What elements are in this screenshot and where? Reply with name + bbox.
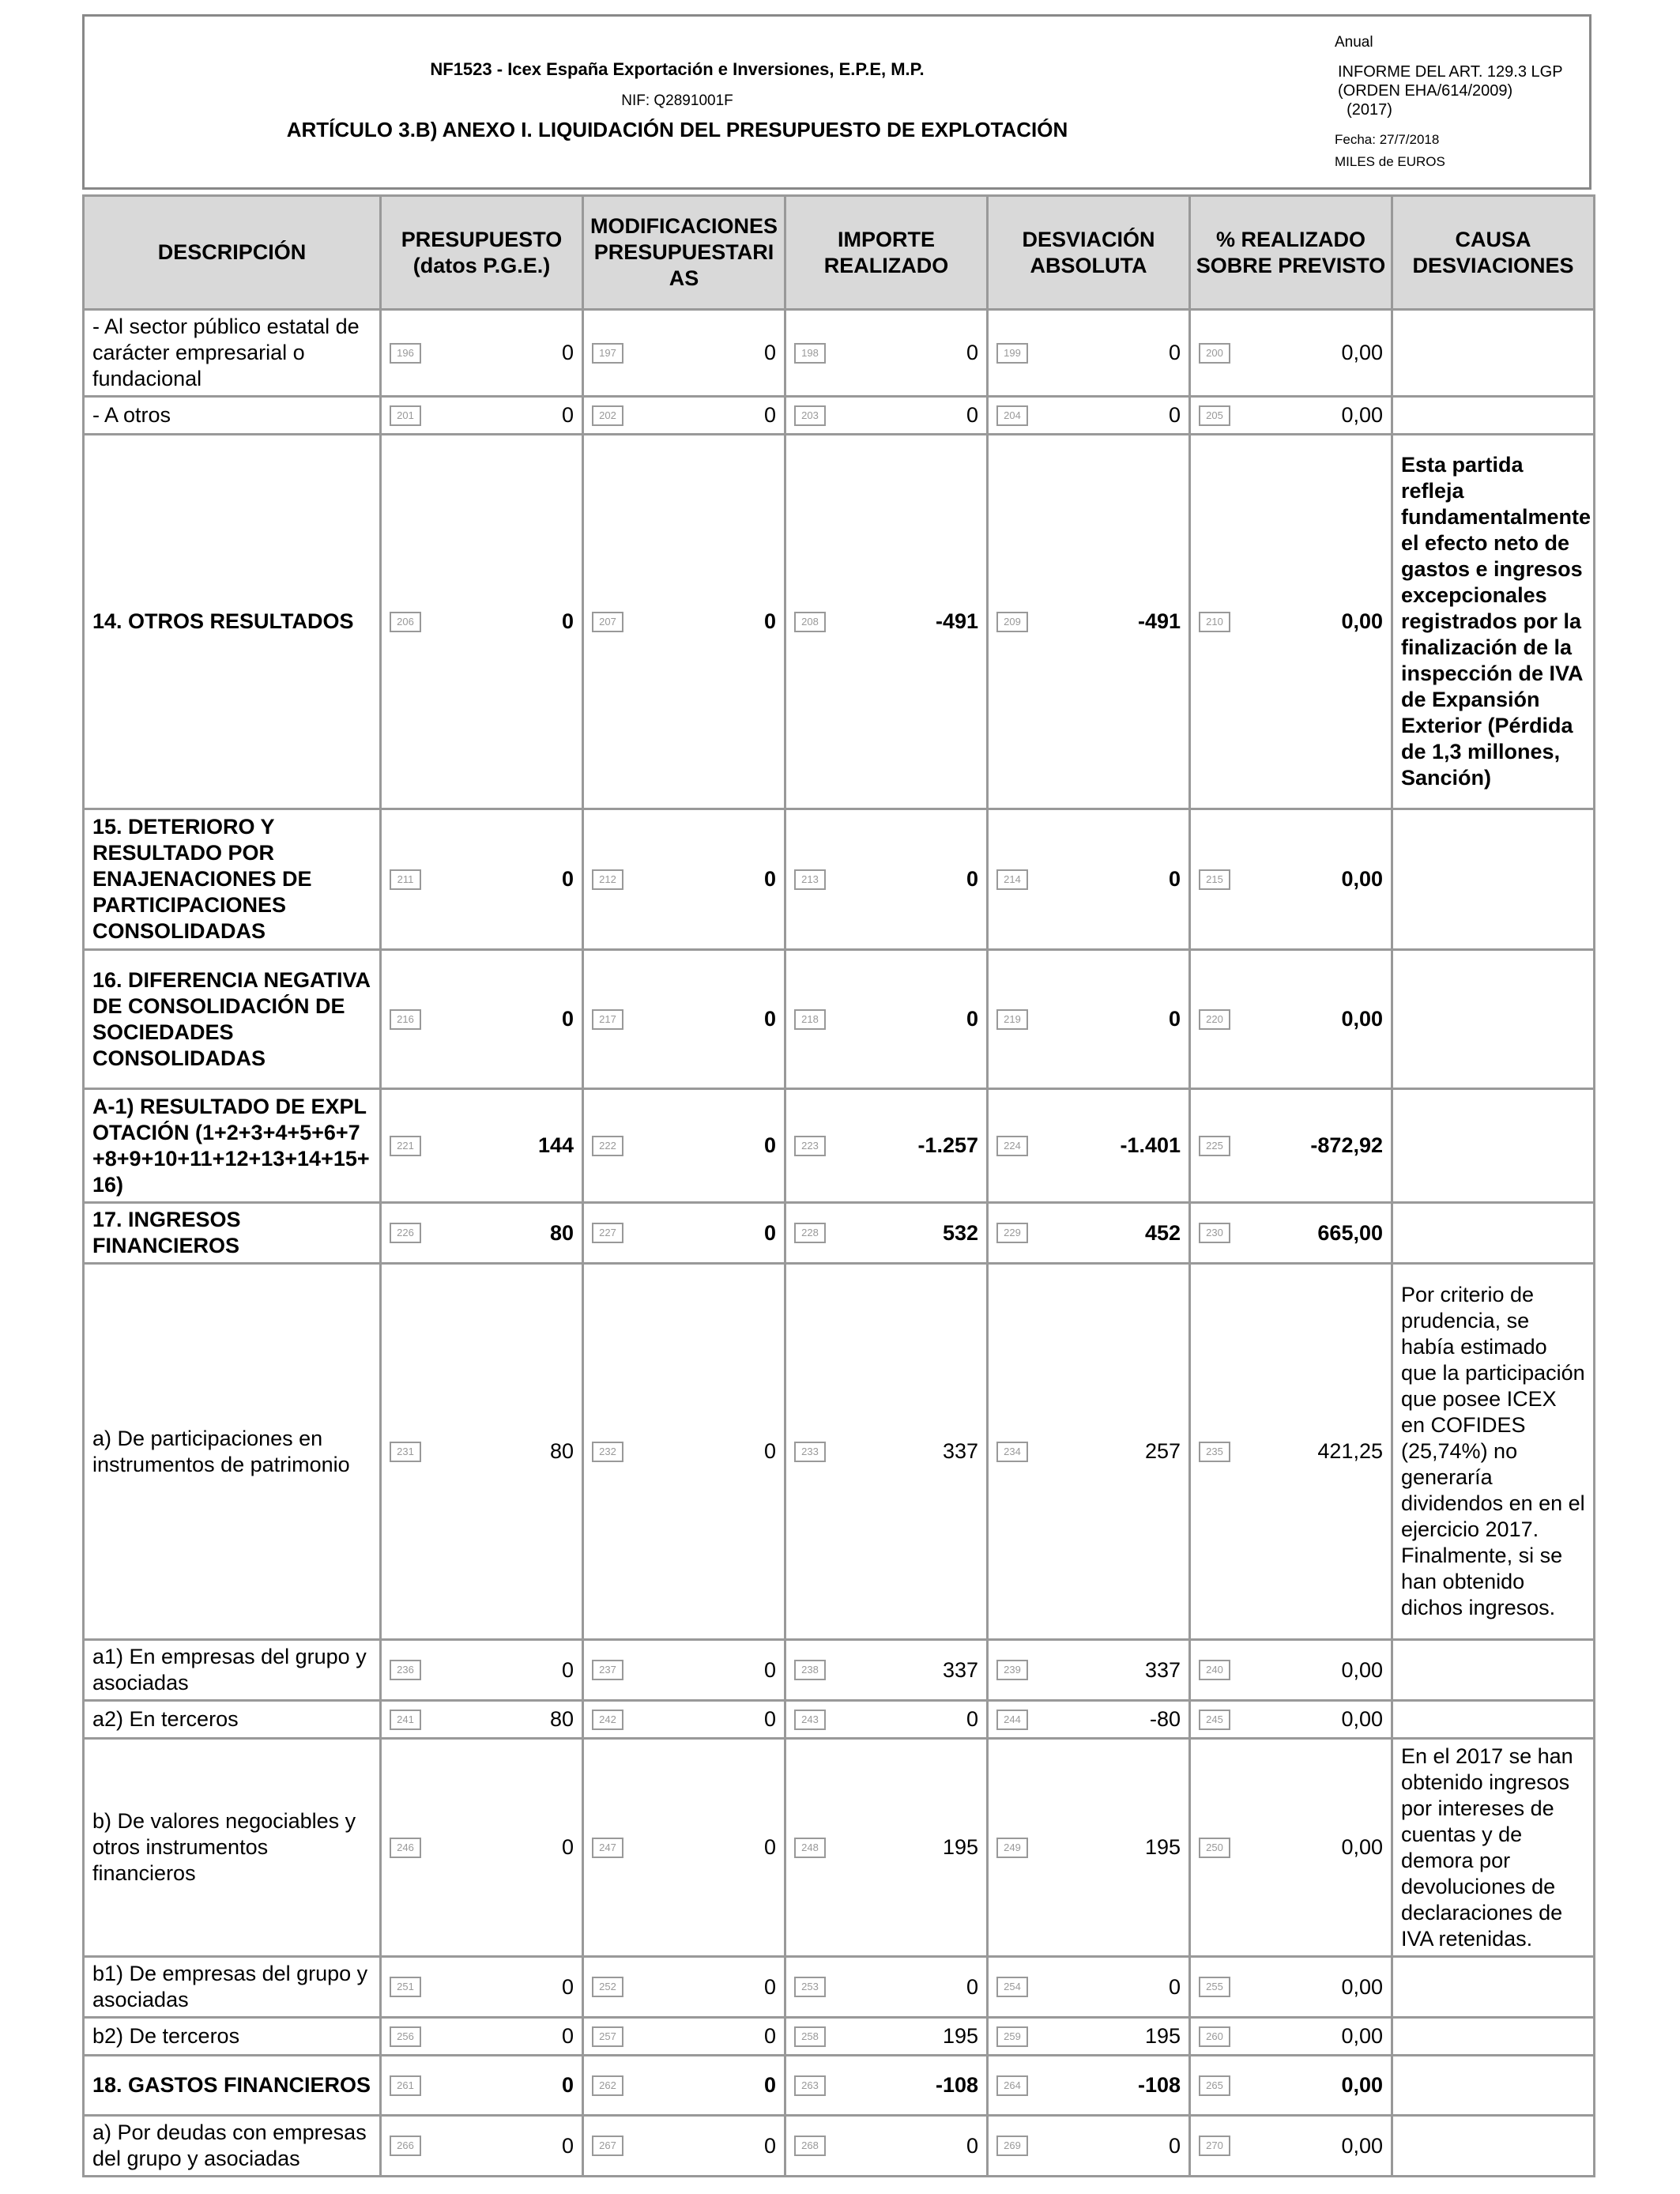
value-cell bbox=[381, 1739, 583, 1957]
row-description: b1) De empresas del grupo y asociadas bbox=[84, 1957, 381, 2018]
period-label: Anual bbox=[1335, 34, 1373, 51]
table-row bbox=[84, 435, 1595, 809]
row-description: a1) En empresas del grupo y asociadas bbox=[84, 1640, 381, 1701]
cell-value: 0 bbox=[1168, 341, 1181, 364]
field-code: 234 bbox=[996, 1442, 1028, 1462]
cause-cell bbox=[1392, 1640, 1595, 1701]
cell-value: 144 bbox=[537, 1133, 574, 1157]
cell-value: 80 bbox=[549, 1439, 574, 1463]
cell-value: 0 bbox=[763, 1657, 776, 1682]
cell-value: 0 bbox=[966, 1974, 978, 1999]
value-cell bbox=[785, 1957, 988, 2018]
field-code: 235 bbox=[1199, 1442, 1230, 1462]
value-cell bbox=[988, 435, 1190, 809]
cell-value: 0,00 bbox=[1341, 2133, 1383, 2158]
cell-value: 421,25 bbox=[1317, 1439, 1383, 1463]
row-description: 15. DETERIORO Y RESULTADO POR ENAJENACIONES DE PARTICIPACIONES CONSOLIDADAS bbox=[84, 809, 381, 950]
cell-value: 0,00 bbox=[1341, 1835, 1383, 1859]
field-code: 248 bbox=[794, 1838, 826, 1858]
cell-value: 0 bbox=[763, 609, 776, 633]
value-cell bbox=[583, 435, 785, 809]
value-cell bbox=[583, 1701, 785, 1739]
row-description: 14. OTROS RESULTADOS bbox=[84, 435, 381, 809]
value-cell bbox=[988, 1739, 1190, 1957]
value-cell bbox=[1190, 1739, 1392, 1957]
cell-value: 0 bbox=[1168, 867, 1181, 891]
value-cell bbox=[1190, 950, 1392, 1089]
field-code: 257 bbox=[592, 2026, 623, 2047]
cause-cell bbox=[1392, 950, 1595, 1089]
field-code: 208 bbox=[794, 612, 826, 632]
value-cell bbox=[988, 1264, 1190, 1640]
field-code: 215 bbox=[1199, 869, 1230, 890]
field-code: 259 bbox=[996, 2026, 1028, 2047]
cause-cell bbox=[1392, 2018, 1595, 2056]
cell-value: 0 bbox=[763, 1439, 776, 1463]
field-code: 200 bbox=[1199, 343, 1230, 364]
value-cell bbox=[583, 397, 785, 435]
field-code: 221 bbox=[390, 1136, 421, 1156]
value-cell bbox=[785, 397, 988, 435]
report-title: ARTÍCULO 3.B) ANEXO I. LIQUIDACIÓN DEL PRESUPUESTO DE EXPLOTACIÓN bbox=[286, 118, 1068, 141]
field-code: 207 bbox=[592, 612, 623, 632]
row-description: a2) En terceros bbox=[84, 1701, 381, 1739]
table-header-row bbox=[84, 196, 1595, 310]
cell-value: 0 bbox=[561, 1007, 574, 1031]
row-description: 17. INGRESOS FINANCIEROS bbox=[84, 1203, 381, 1264]
field-code: 214 bbox=[996, 869, 1028, 890]
cell-value: 532 bbox=[942, 1220, 978, 1245]
table-row bbox=[84, 397, 1595, 435]
field-code: 227 bbox=[592, 1223, 623, 1243]
cell-value: 0 bbox=[966, 1707, 978, 1731]
cause-cell bbox=[1392, 1089, 1595, 1203]
value-cell bbox=[1190, 1957, 1392, 2018]
cell-value: 0 bbox=[763, 2133, 776, 2158]
cell-value: 0 bbox=[763, 341, 776, 364]
value-cell bbox=[583, 1203, 785, 1264]
table-row bbox=[84, 809, 1595, 950]
value-cell bbox=[785, 1739, 988, 1957]
field-code: 258 bbox=[794, 2026, 826, 2047]
field-code: 251 bbox=[390, 1977, 421, 1997]
value-cell bbox=[785, 809, 988, 950]
cell-value: 0 bbox=[763, 1220, 776, 1245]
cause-cell bbox=[1392, 2056, 1595, 2116]
field-code: 233 bbox=[794, 1442, 826, 1462]
cell-value: 0 bbox=[763, 2024, 776, 2048]
field-code: 254 bbox=[996, 1977, 1028, 1997]
value-cell bbox=[785, 1640, 988, 1701]
field-code: 211 bbox=[390, 869, 421, 890]
value-cell bbox=[1190, 809, 1392, 950]
field-code: 240 bbox=[1199, 1660, 1230, 1680]
row-description: - A otros bbox=[84, 397, 381, 435]
table-row bbox=[84, 310, 1595, 397]
field-code: 262 bbox=[592, 2075, 623, 2096]
col-header-presupuesto: PRESUPUESTO (datos P.G.E.) bbox=[381, 196, 583, 310]
value-cell bbox=[381, 1264, 583, 1640]
cell-value: 195 bbox=[942, 2024, 978, 2048]
field-code: 225 bbox=[1199, 1136, 1230, 1156]
field-code: 201 bbox=[390, 405, 421, 426]
field-code: 260 bbox=[1199, 2026, 1230, 2047]
cell-value: 80 bbox=[549, 1220, 574, 1245]
value-cell bbox=[988, 1640, 1190, 1701]
cell-value: 0 bbox=[561, 1974, 574, 1999]
field-code: 250 bbox=[1199, 1838, 1230, 1858]
cell-value: 0 bbox=[763, 2073, 776, 2097]
value-cell bbox=[1190, 2116, 1392, 2177]
field-code: 229 bbox=[996, 1223, 1028, 1243]
value-cell bbox=[785, 2018, 988, 2056]
field-code: 220 bbox=[1199, 1009, 1230, 1030]
value-cell bbox=[1190, 1701, 1392, 1739]
value-cell bbox=[785, 950, 988, 1089]
cell-value: 195 bbox=[942, 1835, 978, 1859]
table-row bbox=[84, 1264, 1595, 1640]
cell-value: 80 bbox=[549, 1707, 574, 1731]
field-code: 219 bbox=[996, 1009, 1028, 1030]
col-header-causa: CAUSA DESVIACIONES bbox=[1392, 196, 1595, 310]
field-code: 236 bbox=[390, 1660, 421, 1680]
field-code: 231 bbox=[390, 1442, 421, 1462]
field-code: 265 bbox=[1199, 2075, 1230, 2096]
cell-value: 0 bbox=[966, 403, 978, 427]
value-cell bbox=[988, 1701, 1190, 1739]
field-code: 244 bbox=[996, 1710, 1028, 1730]
row-description: a) Por deudas con empresas del grupo y asociadas bbox=[84, 2116, 381, 2177]
value-cell bbox=[1190, 435, 1392, 809]
field-code: 266 bbox=[390, 2136, 421, 2156]
cell-value: 195 bbox=[1144, 1835, 1181, 1859]
field-code: 238 bbox=[794, 1660, 826, 1680]
field-code: 261 bbox=[390, 2075, 421, 2096]
value-cell bbox=[785, 1089, 988, 1203]
field-code: 210 bbox=[1199, 612, 1230, 632]
cell-value: -1.257 bbox=[917, 1133, 978, 1157]
row-description: A-1) RESULTADO DE EXPLOTACIÓN (1+2+3+4+5+6+7+8+9+10+11+12+13+14+15+16) bbox=[84, 1089, 381, 1203]
field-code: 222 bbox=[592, 1136, 623, 1156]
value-cell bbox=[1190, 1203, 1392, 1264]
cell-value: -80 bbox=[1149, 1707, 1181, 1731]
value-cell bbox=[1190, 2056, 1392, 2116]
cell-value: -108 bbox=[1137, 2073, 1181, 2097]
cause-cell bbox=[1392, 310, 1595, 397]
cell-value: 0 bbox=[763, 1007, 776, 1031]
row-description: 16. DIFERENCIA NEGATIVA DE CONSOLIDACIÓN DE SOCIEDADES CONSOLIDADAS bbox=[84, 950, 381, 1089]
cell-value: 0 bbox=[561, 403, 574, 427]
field-code: 209 bbox=[996, 612, 1028, 632]
cell-value: 0 bbox=[966, 1007, 978, 1031]
value-cell bbox=[988, 2056, 1190, 2116]
value-cell bbox=[381, 809, 583, 950]
col-header-descripcion: DESCRIPCIÓN bbox=[84, 196, 381, 310]
row-description: - Al sector público estatal de carácter empresarial o fundacional bbox=[84, 310, 381, 397]
cause-cell bbox=[1392, 2116, 1595, 2177]
cell-value: 0,00 bbox=[1341, 403, 1383, 427]
cell-value: 0 bbox=[763, 1835, 776, 1859]
field-code: 264 bbox=[996, 2075, 1028, 2096]
cell-value: 0,00 bbox=[1341, 1974, 1383, 1999]
value-cell bbox=[583, 1739, 785, 1957]
cell-value: 452 bbox=[1144, 1220, 1181, 1245]
value-cell bbox=[785, 1701, 988, 1739]
field-code: 218 bbox=[794, 1009, 826, 1030]
value-cell bbox=[988, 1089, 1190, 1203]
value-cell bbox=[583, 310, 785, 397]
value-cell bbox=[381, 2116, 583, 2177]
field-code: 206 bbox=[390, 612, 421, 632]
value-cell bbox=[988, 397, 1190, 435]
value-cell bbox=[583, 1640, 785, 1701]
value-cell bbox=[1190, 1089, 1392, 1203]
cell-value: 0 bbox=[966, 341, 978, 364]
cell-value: 0 bbox=[1168, 1974, 1181, 1999]
value-cell bbox=[988, 2018, 1190, 2056]
value-cell bbox=[381, 2056, 583, 2116]
value-cell bbox=[381, 310, 583, 397]
cell-value: 0 bbox=[763, 403, 776, 427]
field-code: 203 bbox=[794, 405, 826, 426]
entity-name: NF1523 - Icex España Exportación e Inversiones, E.P.E, M.P. bbox=[430, 59, 925, 79]
cell-value: 0 bbox=[763, 1974, 776, 1999]
value-cell bbox=[583, 1264, 785, 1640]
field-code: 223 bbox=[794, 1136, 826, 1156]
table-row bbox=[84, 950, 1595, 1089]
cell-value: 0,00 bbox=[1341, 2024, 1383, 2048]
value-cell bbox=[1190, 2018, 1392, 2056]
col-header-desviacion: DESVIACIÓN ABSOLUTA bbox=[988, 196, 1190, 310]
value-cell bbox=[583, 2116, 785, 2177]
value-cell bbox=[988, 809, 1190, 950]
value-cell bbox=[785, 2056, 988, 2116]
value-cell bbox=[988, 310, 1190, 397]
report-date: Fecha: 27/7/2018 bbox=[1335, 132, 1440, 147]
col-header-porcentaje: % REALIZADO SOBRE PREVISTO bbox=[1190, 196, 1392, 310]
cell-value: 0 bbox=[763, 1707, 776, 1731]
value-cell bbox=[381, 2018, 583, 2056]
cell-value: 0,00 bbox=[1341, 867, 1383, 891]
cause-cell bbox=[1392, 397, 1595, 435]
value-cell bbox=[381, 1089, 583, 1203]
value-cell bbox=[583, 1957, 785, 2018]
cell-value: -1.401 bbox=[1120, 1133, 1181, 1157]
currency-unit: MILES de EUROS bbox=[1335, 154, 1445, 169]
cell-value: 0 bbox=[763, 1133, 776, 1157]
table-row bbox=[84, 1089, 1595, 1203]
value-cell bbox=[381, 1640, 583, 1701]
table-row bbox=[84, 2116, 1595, 2177]
value-cell bbox=[1190, 310, 1392, 397]
field-code: 247 bbox=[592, 1838, 623, 1858]
field-code: 202 bbox=[592, 405, 623, 426]
field-code: 253 bbox=[794, 1977, 826, 1997]
cause-cell: En el 2017 se han obtenido ingresos por intereses de cuentas y de demora por devoluciones de declaraciones de IVA retenidas. bbox=[1392, 1739, 1595, 1957]
field-code: 213 bbox=[794, 869, 826, 890]
field-code: 252 bbox=[592, 1977, 623, 1997]
cell-value: 0 bbox=[561, 1835, 574, 1859]
report-header bbox=[82, 14, 1591, 190]
table-row bbox=[84, 1739, 1595, 1957]
field-code: 241 bbox=[390, 1710, 421, 1730]
value-cell bbox=[785, 1203, 988, 1264]
cell-value: -872,92 bbox=[1310, 1133, 1383, 1157]
cell-value: 0,00 bbox=[1341, 1007, 1383, 1031]
informe-reference: INFORME DEL ART. 129.3 LGP (ORDEN EHA/614/2009) (2017) bbox=[1338, 63, 1563, 119]
cell-value: 257 bbox=[1144, 1439, 1181, 1463]
field-code: 230 bbox=[1199, 1223, 1230, 1243]
field-code: 198 bbox=[794, 343, 826, 364]
cell-value: 337 bbox=[942, 1439, 978, 1463]
field-code: 212 bbox=[592, 869, 623, 890]
cell-value: 0,00 bbox=[1341, 2073, 1383, 2097]
value-cell bbox=[583, 809, 785, 950]
cell-value: 0 bbox=[561, 2024, 574, 2048]
value-cell bbox=[381, 435, 583, 809]
table-row bbox=[84, 1957, 1595, 2018]
value-cell bbox=[988, 2116, 1190, 2177]
field-code: 224 bbox=[996, 1136, 1028, 1156]
value-cell bbox=[583, 2018, 785, 2056]
field-code: 205 bbox=[1199, 405, 1230, 426]
value-cell bbox=[988, 1957, 1190, 2018]
field-code: 243 bbox=[794, 1710, 826, 1730]
cause-cell bbox=[1392, 1957, 1595, 2018]
table-row bbox=[84, 2018, 1595, 2056]
cell-value: 0,00 bbox=[1341, 609, 1383, 633]
field-code: 255 bbox=[1199, 1977, 1230, 1997]
value-cell bbox=[785, 435, 988, 809]
budget-table bbox=[82, 194, 1595, 2177]
field-code: 267 bbox=[592, 2136, 623, 2156]
cell-value: 0 bbox=[966, 867, 978, 891]
row-description: a) De participaciones en instrumentos de patrimonio bbox=[84, 1264, 381, 1640]
cell-value: 337 bbox=[942, 1657, 978, 1682]
value-cell bbox=[785, 2116, 988, 2177]
value-cell bbox=[381, 1957, 583, 2018]
table-row bbox=[84, 1701, 1595, 1739]
cell-value: 0,00 bbox=[1341, 1707, 1383, 1731]
cause-cell: Esta partida refleja fundamentalmente el efecto neto de gastos e ingresos excepcionales registrados por la finalización de la inspección de IVA de Expansión Exterior (Pérdida de 1,3 millones, Sanción) bbox=[1392, 435, 1595, 809]
field-code: 256 bbox=[390, 2026, 421, 2047]
cell-value: -491 bbox=[935, 609, 978, 633]
field-code: 228 bbox=[794, 1223, 826, 1243]
value-cell bbox=[381, 950, 583, 1089]
cell-value: 0 bbox=[561, 341, 574, 364]
cell-value: 337 bbox=[1144, 1657, 1181, 1682]
field-code: 232 bbox=[592, 1442, 623, 1462]
value-cell bbox=[988, 950, 1190, 1089]
cell-value: 0 bbox=[561, 867, 574, 891]
field-code: 270 bbox=[1199, 2136, 1230, 2156]
cell-value: -108 bbox=[935, 2073, 978, 2097]
value-cell bbox=[1190, 397, 1392, 435]
cell-value: -491 bbox=[1137, 609, 1181, 633]
field-code: 196 bbox=[390, 343, 421, 364]
value-cell bbox=[583, 1089, 785, 1203]
cell-value: 0 bbox=[763, 867, 776, 891]
row-description: b2) De terceros bbox=[84, 2018, 381, 2056]
cause-cell: Por criterio de prudencia, se había estimado que la participación que posee ICEX en COFIDES (25,74%) no generaría dividendos en en el ejercicio 2017. Finalmente, si se han obtenido dichos ingresos. bbox=[1392, 1264, 1595, 1640]
field-code: 226 bbox=[390, 1223, 421, 1243]
row-description: 18. GASTOS FINANCIEROS bbox=[84, 2056, 381, 2116]
value-cell bbox=[381, 397, 583, 435]
nif: NIF: Q2891001F bbox=[621, 92, 733, 109]
cell-value: 665,00 bbox=[1317, 1220, 1383, 1245]
field-code: 245 bbox=[1199, 1710, 1230, 1730]
cause-cell bbox=[1392, 1701, 1595, 1739]
field-code: 197 bbox=[592, 343, 623, 364]
cause-cell bbox=[1392, 809, 1595, 950]
field-code: 199 bbox=[996, 343, 1028, 364]
cell-value: 0 bbox=[561, 1657, 574, 1682]
table-row bbox=[84, 1203, 1595, 1264]
field-code: 204 bbox=[996, 405, 1028, 426]
cell-value: 0 bbox=[561, 609, 574, 633]
field-code: 246 bbox=[390, 1838, 421, 1858]
value-cell bbox=[1190, 1640, 1392, 1701]
cell-value: 0 bbox=[1168, 1007, 1181, 1031]
col-header-importe: IMPORTE REALIZADO bbox=[785, 196, 988, 310]
value-cell bbox=[1190, 1264, 1392, 1640]
value-cell bbox=[381, 1203, 583, 1264]
value-cell bbox=[583, 950, 785, 1089]
field-code: 242 bbox=[592, 1710, 623, 1730]
table-row bbox=[84, 2056, 1595, 2116]
value-cell bbox=[381, 1701, 583, 1739]
field-code: 216 bbox=[390, 1009, 421, 1030]
cell-value: 0 bbox=[1168, 2133, 1181, 2158]
value-cell bbox=[785, 1264, 988, 1640]
field-code: 237 bbox=[592, 1660, 623, 1680]
cell-value: 0 bbox=[966, 2133, 978, 2158]
value-cell bbox=[583, 2056, 785, 2116]
cell-value: 0 bbox=[1168, 403, 1181, 427]
value-cell bbox=[988, 1203, 1190, 1264]
field-code: 263 bbox=[794, 2075, 826, 2096]
field-code: 217 bbox=[592, 1009, 623, 1030]
cell-value: 0,00 bbox=[1341, 1657, 1383, 1682]
field-code: 269 bbox=[996, 2136, 1028, 2156]
cell-value: 195 bbox=[1144, 2024, 1181, 2048]
field-code: 239 bbox=[996, 1660, 1028, 1680]
col-header-modificaciones: MODIFICACIONES PRESUPUESTARIAS bbox=[583, 196, 785, 310]
cause-cell bbox=[1392, 1203, 1595, 1264]
field-code: 268 bbox=[794, 2136, 826, 2156]
table-row bbox=[84, 1640, 1595, 1701]
value-cell bbox=[785, 310, 988, 397]
cell-value: 0 bbox=[561, 2133, 574, 2158]
cell-value: 0 bbox=[561, 2073, 574, 2097]
cell-value: 0,00 bbox=[1341, 341, 1383, 364]
field-code: 249 bbox=[996, 1838, 1028, 1858]
row-description: b) De valores negociables y otros instrumentos financieros bbox=[84, 1739, 381, 1957]
